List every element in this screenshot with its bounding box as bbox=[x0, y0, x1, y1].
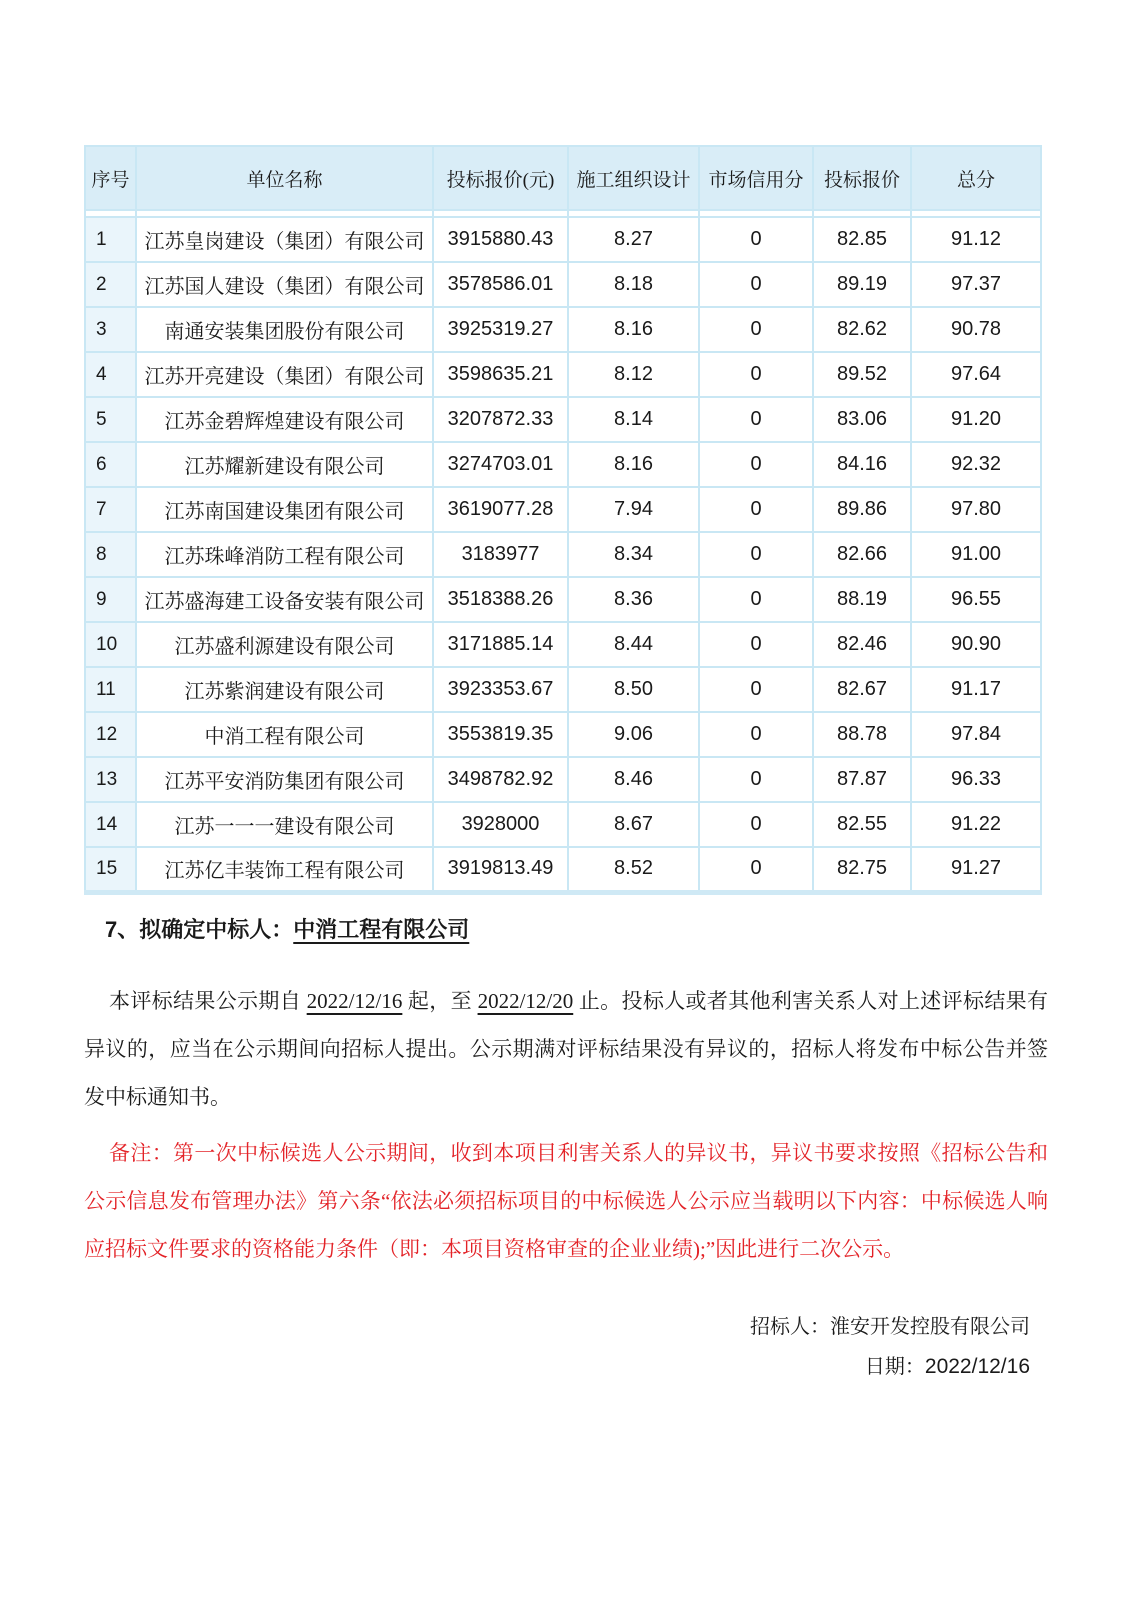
publicity-period-paragraph: 本评标结果公示期自 2022/12/16 起，至 2022/12/20 止。投标人或者其他利害关系人对上述评标结果有异议的，应当在公示期间向招标人提出。公示期满对评标结果没有异议的，招标人将发布中标公告并签发中标通知书。 bbox=[84, 988, 1049, 1109]
cell-company-name: 江苏盛海建工设备安装有限公司 bbox=[136, 577, 433, 622]
cell-value: 82.55 bbox=[813, 802, 911, 847]
cell-value: 3578586.01 bbox=[433, 262, 568, 307]
cell-value: 8.67 bbox=[568, 802, 699, 847]
table-row bbox=[85, 622, 1041, 667]
cell-value: 82.46 bbox=[813, 622, 911, 667]
cell-company-name: 江苏金碧辉煌建设有限公司 bbox=[136, 397, 433, 442]
bid-results-table bbox=[84, 145, 1042, 895]
cell-index: 12 bbox=[85, 712, 136, 757]
cell-value: 0 bbox=[699, 802, 813, 847]
cell-value: 91.22 bbox=[911, 802, 1041, 847]
underlined-date: 2022/12/16 bbox=[306, 988, 403, 1013]
header-spacer-row bbox=[85, 210, 1041, 217]
winner-line bbox=[84, 915, 1048, 945]
cell-value: 96.55 bbox=[911, 577, 1041, 622]
cell-value: 82.66 bbox=[813, 532, 911, 577]
cell-index: 8 bbox=[85, 532, 136, 577]
table-row bbox=[85, 352, 1041, 397]
cell-value: 91.12 bbox=[911, 217, 1041, 262]
table-row bbox=[85, 442, 1041, 487]
cell-value: 3598635.21 bbox=[433, 352, 568, 397]
table-row bbox=[85, 487, 1041, 532]
cell-company-name: 江苏国人建设（集团）有限公司 bbox=[136, 262, 433, 307]
cell-value: 7.94 bbox=[568, 487, 699, 532]
cell-value: 0 bbox=[699, 577, 813, 622]
column-header-3: 施工组织设计 bbox=[568, 146, 699, 210]
cell-value: 97.37 bbox=[911, 262, 1041, 307]
cell-value: 8.50 bbox=[568, 667, 699, 712]
cell-value: 0 bbox=[699, 352, 813, 397]
cell-value: 91.00 bbox=[911, 532, 1041, 577]
cell-index: 5 bbox=[85, 397, 136, 442]
cell-index: 13 bbox=[85, 757, 136, 802]
cell-company-name: 江苏开亮建设（集团）有限公司 bbox=[136, 352, 433, 397]
table-header-row bbox=[85, 146, 1041, 210]
cell-value: 3925319.27 bbox=[433, 307, 568, 352]
table-row bbox=[85, 757, 1041, 802]
signature-block bbox=[84, 1307, 1048, 1387]
cell-value: 97.84 bbox=[911, 712, 1041, 757]
cell-index: 9 bbox=[85, 577, 136, 622]
cell-value: 3923353.67 bbox=[433, 667, 568, 712]
table-row bbox=[85, 712, 1041, 757]
cell-company-name: 江苏耀新建设有限公司 bbox=[136, 442, 433, 487]
cell-value: 90.78 bbox=[911, 307, 1041, 352]
cell-value: 3171885.14 bbox=[433, 622, 568, 667]
column-header-5: 投标报价 bbox=[813, 146, 911, 210]
cell-value: 97.64 bbox=[911, 352, 1041, 397]
cell-index: 1 bbox=[85, 217, 136, 262]
cell-value: 84.16 bbox=[813, 442, 911, 487]
cell-value: 0 bbox=[699, 397, 813, 442]
cell-value: 0 bbox=[699, 757, 813, 802]
cell-value: 8.46 bbox=[568, 757, 699, 802]
cell-value: 0 bbox=[699, 217, 813, 262]
column-header-0: 序号 bbox=[85, 146, 136, 210]
cell-company-name: 江苏皇岗建设（集团）有限公司 bbox=[136, 217, 433, 262]
cell-value: 8.12 bbox=[568, 352, 699, 397]
table-row bbox=[85, 667, 1041, 712]
cell-company-name: 江苏珠峰消防工程有限公司 bbox=[136, 532, 433, 577]
cell-value: 91.17 bbox=[911, 667, 1041, 712]
cell-index: 7 bbox=[85, 487, 136, 532]
cell-value: 0 bbox=[699, 262, 813, 307]
cell-index: 15 bbox=[85, 847, 136, 892]
cell-value: 3274703.01 bbox=[433, 442, 568, 487]
table-row bbox=[85, 802, 1041, 847]
cell-value: 0 bbox=[699, 622, 813, 667]
cell-value: 88.78 bbox=[813, 712, 911, 757]
column-header-4: 市场信用分 bbox=[699, 146, 813, 210]
cell-value: 8.18 bbox=[568, 262, 699, 307]
cell-value: 82.62 bbox=[813, 307, 911, 352]
cell-value: 9.06 bbox=[568, 712, 699, 757]
column-header-6: 总分 bbox=[911, 146, 1041, 210]
cell-company-name: 江苏盛利源建设有限公司 bbox=[136, 622, 433, 667]
cell-value: 89.52 bbox=[813, 352, 911, 397]
cell-value: 97.80 bbox=[911, 487, 1041, 532]
cell-value: 91.27 bbox=[911, 847, 1041, 892]
cell-index: 2 bbox=[85, 262, 136, 307]
cell-company-name: 南通安装集团股份有限公司 bbox=[136, 307, 433, 352]
cell-company-name: 江苏紫润建设有限公司 bbox=[136, 667, 433, 712]
cell-index: 3 bbox=[85, 307, 136, 352]
cell-value: 82.75 bbox=[813, 847, 911, 892]
bidder-line: 招标人：淮安开发控股有限公司 bbox=[750, 1315, 1030, 1338]
cell-value: 82.85 bbox=[813, 217, 911, 262]
cell-index: 10 bbox=[85, 622, 136, 667]
cell-value: 8.16 bbox=[568, 442, 699, 487]
cell-index: 14 bbox=[85, 802, 136, 847]
remark-paragraph: 备注：第一次中标候选人公示期间，收到本项目利害关系人的异议书，异议书要求按照《招标公告和公示信息发布管理办法》第六条“依法必须招标项目的中标候选人公示应当载明以下内容：中标候选人响应招标文件要求的资格能力条件（即：本项目资格审查的企业业绩);”因此进行二次公示。 bbox=[84, 1140, 1048, 1261]
cell-value: 8.52 bbox=[568, 847, 699, 892]
date-label: 日期： bbox=[864, 1355, 925, 1378]
cell-value: 8.44 bbox=[568, 622, 699, 667]
cell-company-name: 中消工程有限公司 bbox=[136, 712, 433, 757]
table-row bbox=[85, 847, 1041, 892]
cell-value: 91.20 bbox=[911, 397, 1041, 442]
column-header-1: 单位名称 bbox=[136, 146, 433, 210]
cell-company-name: 江苏一一一建设有限公司 bbox=[136, 802, 433, 847]
cell-value: 8.36 bbox=[568, 577, 699, 622]
cell-value: 3928000 bbox=[433, 802, 568, 847]
table-row bbox=[85, 262, 1041, 307]
cell-value: 3919813.49 bbox=[433, 847, 568, 892]
date-line bbox=[84, 1347, 1030, 1387]
cell-value: 82.67 bbox=[813, 667, 911, 712]
cell-index: 11 bbox=[85, 667, 136, 712]
cell-index: 6 bbox=[85, 442, 136, 487]
cell-value: 0 bbox=[699, 847, 813, 892]
cell-value: 92.32 bbox=[911, 442, 1041, 487]
cell-value: 8.16 bbox=[568, 307, 699, 352]
date-value: 2022/12/16 bbox=[924, 1354, 1030, 1378]
underlined-date: 2022/12/20 bbox=[477, 988, 574, 1013]
cell-value: 8.27 bbox=[568, 217, 699, 262]
cell-value: 3498782.92 bbox=[433, 757, 568, 802]
winner-line-number: 7 bbox=[105, 916, 118, 942]
cell-value: 0 bbox=[699, 712, 813, 757]
cell-value: 96.33 bbox=[911, 757, 1041, 802]
cell-value: 3207872.33 bbox=[433, 397, 568, 442]
cell-value: 0 bbox=[699, 307, 813, 352]
cell-value: 3553819.35 bbox=[433, 712, 568, 757]
cell-index: 4 bbox=[85, 352, 136, 397]
table-row bbox=[85, 217, 1041, 262]
cell-company-name: 江苏亿丰装饰工程有限公司 bbox=[136, 847, 433, 892]
winner-line-label: 、拟确定中标人： bbox=[117, 916, 294, 942]
cell-value: 83.06 bbox=[813, 397, 911, 442]
table-row bbox=[85, 532, 1041, 577]
cell-value: 3619077.28 bbox=[433, 487, 568, 532]
cell-value: 3915880.43 bbox=[433, 217, 568, 262]
cell-value: 0 bbox=[699, 442, 813, 487]
column-header-2: 投标报价(元) bbox=[433, 146, 568, 210]
cell-value: 90.90 bbox=[911, 622, 1041, 667]
cell-value: 0 bbox=[699, 667, 813, 712]
winner-company-name: 中消工程有限公司 bbox=[293, 916, 470, 942]
table-row bbox=[85, 577, 1041, 622]
cell-company-name: 江苏南国建设集团有限公司 bbox=[136, 487, 433, 532]
cell-value: 0 bbox=[699, 487, 813, 532]
cell-value: 8.34 bbox=[568, 532, 699, 577]
cell-value: 89.19 bbox=[813, 262, 911, 307]
cell-value: 3183977 bbox=[433, 532, 568, 577]
cell-value: 87.87 bbox=[813, 757, 911, 802]
cell-value: 88.19 bbox=[813, 577, 911, 622]
cell-value: 0 bbox=[699, 532, 813, 577]
cell-company-name: 江苏平安消防集团有限公司 bbox=[136, 757, 433, 802]
cell-value: 89.86 bbox=[813, 487, 911, 532]
table-row bbox=[85, 307, 1041, 352]
cell-value: 3518388.26 bbox=[433, 577, 568, 622]
cell-value: 8.14 bbox=[568, 397, 699, 442]
table-row bbox=[85, 397, 1041, 442]
